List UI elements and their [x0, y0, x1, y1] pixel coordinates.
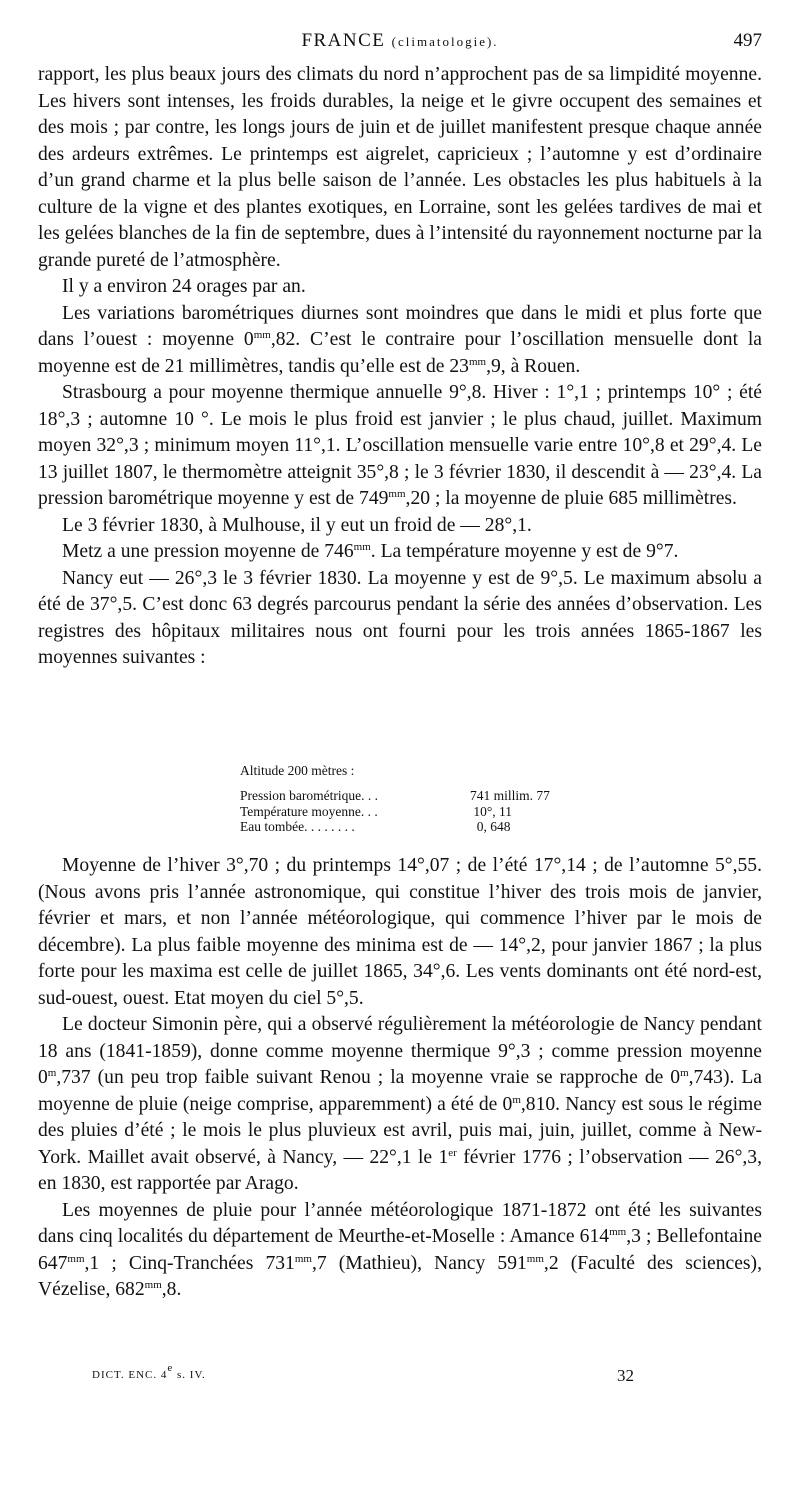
- body-text-bottom: [38, 853, 762, 1304]
- text-run: Les variations barométriques diurnes sont moindres que dans le midi et plus forte que dans l’ouest : moyenne 0: [38, 302, 762, 350]
- header-title-small: (climatologie).: [391, 34, 499, 49]
- text-run: ,1 ; Cinq-Tranchées 731: [84, 1252, 295, 1274]
- table-row: [240, 819, 600, 835]
- text-run: ,3 ; Bellefontaine 647: [38, 1226, 762, 1274]
- paragraph-moyenne-hiver: Moyenne de l’hiver 3°,70 ; du printemps 14°,07 ; de l’été 17°,14 ; de l’automne 5°,55. (Nous avons pris l’année astronomique, qui constitue l’hiver des trois mois de janvier, février et mars, et non l’année météorologique, qui commence l’hiver par le mois de décembre). La plus faible moyenne des minima est de — 14°,2, pour janvier 1867 ; la plus forte pour les maxima est celle de juillet 1865, 34°,6. Les vents dominants ont été nord-est, sud-ouest, ouest. Etat moyen du ciel 5°,5.: [38, 855, 762, 1009]
- text-run: Metz a une pression moyenne de 746: [62, 541, 354, 562]
- footer-sig-b: s. IV.: [173, 1369, 206, 1381]
- table-row: [240, 804, 600, 820]
- text-run: . La température moyenne y est de 9°7.: [370, 541, 679, 562]
- page-number: 497: [733, 30, 762, 51]
- text-run: Le docteur Simonin père, qui a observé régulièrement la météorologie de Nancy pendant 18 ans (1841-1859), donne comme moyenne thermique 9°,3 ; comme pression moyenne 0: [38, 1014, 762, 1088]
- body-text-top: [38, 62, 762, 672]
- table-row-label: Eau tombée. . . . . . . .: [240, 819, 355, 834]
- text-run: février 1776 ; l’observation — 26°,3, en 1830, est rapportée par Arago.: [38, 1146, 762, 1194]
- table-row-label: Pression barométrique. . .: [240, 788, 378, 803]
- paragraph-strasbourg: [38, 380, 762, 513]
- text-run: ,743). La moyenne de pluie (neige comprise, apparemment) a été de 0: [38, 1067, 763, 1115]
- header-title: [38, 30, 762, 52]
- superscript: mm: [468, 355, 487, 368]
- paragraph-metz: [38, 539, 762, 566]
- superscript: er: [448, 1146, 457, 1159]
- paragraph-mulhouse: Le 3 février 1830, à Mulhouse, il y eut un froid de — 28°,1.: [62, 514, 532, 536]
- superscript: mm: [144, 1279, 162, 1291]
- table-row-value: 741 millim. 77: [470, 788, 550, 803]
- text-run: Les moyennes de pluie pour l’année météorologique 1871-1872 ont été les suivantes dans cinq localités du département de Meurthe-et-Moselle : Amance 614: [38, 1199, 762, 1247]
- footer-sheet-number: 32: [617, 1366, 634, 1385]
- superscript: m: [512, 1093, 521, 1106]
- text-run: ,2 (Faculté des sciences), Vézelise, 682: [38, 1252, 762, 1300]
- superscript: e: [167, 1362, 174, 1374]
- header-title-main: FRANCE: [301, 30, 386, 51]
- paragraph-pluie: [38, 1198, 762, 1304]
- text-run: ,737 (un peu trop faible suivant Renou ; la moyenne vraie se rapproche de 0: [56, 1067, 681, 1088]
- paragraph-variations: [38, 301, 762, 381]
- superscript: mm: [526, 1252, 544, 1265]
- text-run: ,82. C’est le contraire pour l’oscillation mensuelle dont la moyenne est de 21 millimètres, tandis qu’elle est de 23: [38, 329, 762, 377]
- superscript: m: [47, 1067, 57, 1079]
- text-run: ,9, à Rouen.: [486, 355, 581, 377]
- text-run: Strasbourg a pour moyenne thermique annuelle 9°,8. Hiver : 1°,1 ; printemps 10° ; été 18°,3 ; automne 10 °. Le mois le plus froid est janvier ; le plus chaud, juillet. Maximum moyen 32°,3 ; minimum moyen 11°,1. L’oscillation mensuelle varie entre 10°,8 et 29°,4. Le 13 juillet 1807, le thermomètre atteignit 35°,8 ; le 3 février 1830, il descendit à — 23°,4. La pression barométrique moyenne y est de 749: [38, 382, 762, 509]
- table-row-value: 10°, 11: [470, 803, 513, 819]
- paragraph-nancy: Nancy eut — 26°,3 le 3 février 1830. La moyenne y est de 9°,5. Le maximum absolu a été de 37°,5. C’est donc 63 degrés parcourus pendant la série des années d’observation. Les registres des hôpitaux militaires nous ont fourni pour les trois années 1865-1867 les moyennes suivantes :: [38, 567, 762, 668]
- table-row-value: 0, 648: [470, 819, 511, 834]
- paragraph-orages: Il y a environ 24 orages par an.: [62, 276, 306, 297]
- text-run: ,7 (Mathieu), Nancy 591: [311, 1252, 527, 1274]
- paragraph-climate: rapport, les plus beaux jours des climats du nord n’approchent pas de sa limpidité moyenne. Les hivers sont intenses, les froids durables, la neige et le givre occupent des semaines et des mois ; par contre, les longs jours de juin et de juillet manifestent presque chaque année des ardeurs extrêmes. Le printemps est aigrelet, capricieux ; l’automne y est d’ordinaire d’un grand charme et la plus belle saison de l’année. Les obstacles les plus habituels à la culture de la vigne et des plantes exotiques, en Lorraine, sont les gelées tardives de mai et les gelées blanches de la fin de septembre, dues à l’intensité du rayonnement nocturne par la grande pureté de l’atmosphère.: [38, 64, 762, 271]
- superscript: mm: [294, 1252, 312, 1265]
- superscript: mm: [609, 1226, 627, 1238]
- superscript: mm: [388, 488, 406, 500]
- table-row-label: Température moyenne. . .: [240, 803, 378, 819]
- running-header: [38, 30, 762, 56]
- table-title: Altitude 200 mètres :: [240, 763, 355, 778]
- superscript: mm: [253, 329, 271, 341]
- text-run: ,20 ; la moyenne de pluie 685 millimètres.: [405, 488, 737, 509]
- superscript: mm: [67, 1252, 85, 1265]
- footer-sig-a: DICT. ENC. 4: [92, 1369, 168, 1381]
- table-row: [240, 788, 600, 804]
- text-run: ,8.: [161, 1279, 182, 1300]
- page-footer: [92, 1362, 708, 1388]
- text-run: ,810. Nancy est sous le régime des pluies d’été ; le mois le plus pluvieux est avril, puis mai, juin, juillet, comme à New-York. Maillet avait observé, à Nancy, — 22°,1 le 1: [38, 1093, 762, 1168]
- data-table: [240, 763, 600, 835]
- paragraph-simonin: [38, 1012, 762, 1198]
- superscript: m: [680, 1067, 689, 1079]
- superscript: mm: [353, 541, 371, 553]
- footer-signature: [92, 1362, 206, 1383]
